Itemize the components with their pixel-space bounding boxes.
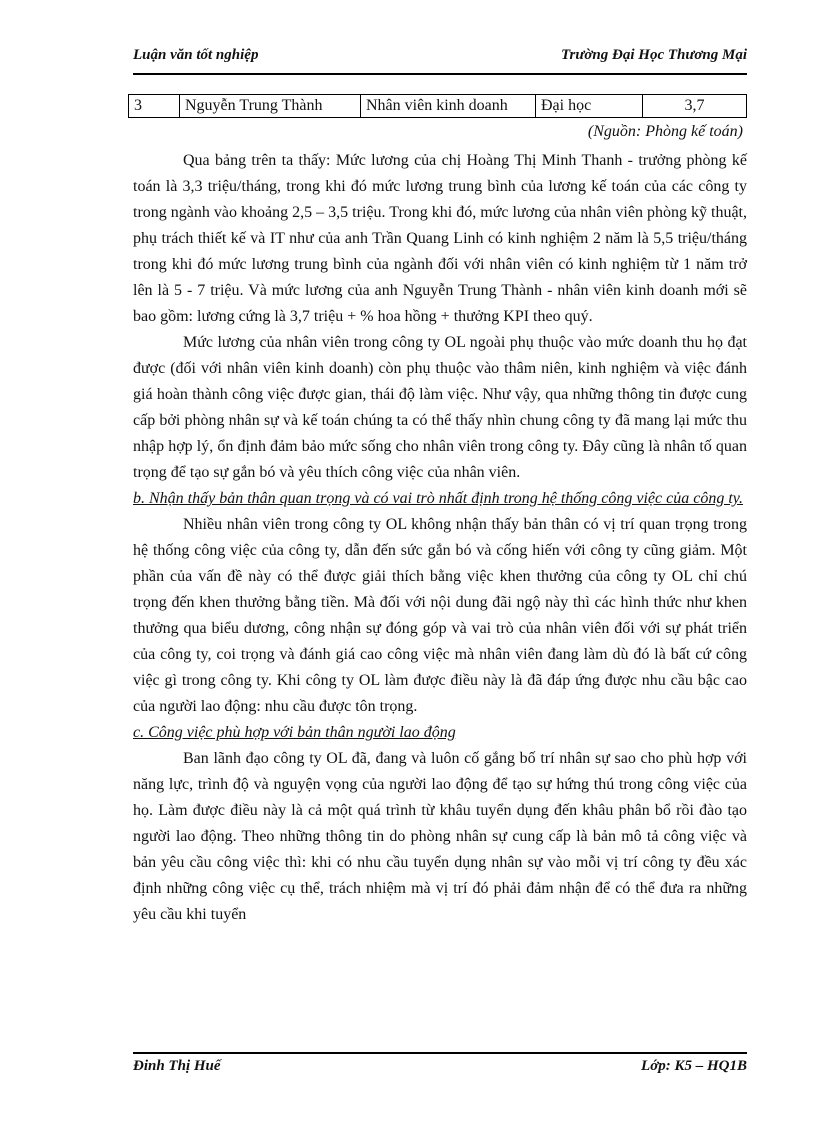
- cell-position: Nhân viên kinh doanh: [361, 95, 536, 118]
- page-footer: [133, 1052, 747, 1075]
- cell-index: 3: [129, 95, 180, 118]
- header-university: Trường Đại Học Thương Mại: [560, 47, 747, 63]
- paragraph-salary-factors: Mức lương của nhân viên trong công ty OL ngoài phụ thuộc vào mức doanh thu họ đạt được (đối với nhân viên kinh doanh) còn phụ thuộc vào thâm niên, kinh nghiệm và việc đánh giá hoàn thành công việc được gian, thái độ làm việc. Như vậy, qua những thông tin được cung cấp bởi phòng nhân sự và kế toán chúng ta có thể thấy nhìn chung công ty đã mang lại mức thu nhập hợp lý, ổn định đảm bảo mức sống cho nhân viên trong công ty. Đây cũng là nhân tố quan trọng để tạo sự gắn bó và yêu thích công việc của nhân viên.: [133, 334, 747, 481]
- section-heading-b: b. Nhận thấy bản thân quan trọng và có vai trò nhất định trong hệ thống công việc của công ty.: [133, 490, 743, 507]
- footer-author: Đinh Thị Huế: [133, 1058, 221, 1074]
- cell-salary: 3,7: [643, 95, 747, 118]
- paragraph-salary-analysis: Qua bảng trên ta thấy: Mức lương của chị Hoàng Thị Minh Thanh - trưởng phòng kế toán là 3,3 triệu/tháng, trong khi đó mức lương trung bình của lương kế toán của các công ty trong ngành vào khoảng 2,5 – 3,5 triệu. Trong khi đó, mức lương của nhân viên phòng kỹ thuật, phụ trách thiết kế và IT như của anh Trần Quang Linh có kinh nghiệm 2 năm là 5,5 triệu/tháng trong khi đó mức lương trung bình của ngành đối với nhân viên có kinh nghiệm từ 1 năm trở lên là 5 - 7 triệu. Và mức lương của anh Nguyễn Trung Thành - nhân viên kinh doanh mới sẽ bao gồm: lương cứng là 3,7 triệu + % hoa hồng + thưởng KPI theo quý.: [133, 152, 747, 325]
- table-source-note: (Nguồn: Phòng kế toán): [587, 123, 743, 140]
- paragraph-b: Nhiều nhân viên trong công ty OL không nhận thấy bản thân có vị trí quan trọng trong hệ thống công việc của công ty, dẫn đến sức gắn bó và cống hiến với công ty cũng giảm. Một phần của vấn đề này có thể được giải thích bằng việc khen thưởng của công ty OL chỉ chú trọng đến khen thưởng bằng tiền. Mà đối với nội dung đãi ngộ này thì các hình thức như khen thưởng qua biểu dương, công nhận sự đóng góp và vai trò của nhân viên đối với sự phát triển của công ty, coi trọng và đánh giá cao công việc mà nhân viên đang làm dù đó là bất cứ công việc gì trong công ty. Khi công ty OL làm được điều này là đã đáp ứng được nhu cầu bậc cao của người lao động: nhu cầu được tôn trọng.: [133, 516, 747, 715]
- header-thesis-label: Luận văn tốt nghiệp: [133, 47, 259, 63]
- footer-class: Lớp: K5 – HQ1B: [641, 1058, 747, 1074]
- document-body: [133, 148, 747, 928]
- paragraph-c: Ban lãnh đạo công ty OL đã, đang và luôn cố gắng bố trí nhân sự sao cho phù hợp với năng lực, trình độ và nguyện vọng của người lao động để tạo sự hứng thú trong công việc của họ. Làm được điều này là cả một quá trình từ khâu tuyển dụng đến khâu phân bổ rồi đào tạo người lao động. Theo những thông tin do phòng nhân sự cung cấp là bản mô tả công việc và bản yêu cầu công việc thì: khi có nhu cầu tuyển dụng nhân sự vào mỗi vị trí công ty đều xác định những công việc cụ thể, trách nhiệm mà vị trí đó phải đảm nhận để có thể đưa ra những yêu cầu khi tuyển: [133, 750, 747, 923]
- salary-table-row: [128, 94, 747, 118]
- cell-name: Nguyễn Trung Thành: [180, 95, 361, 118]
- page-header: [133, 47, 747, 75]
- cell-education: Đại học: [536, 95, 643, 118]
- section-heading-c: c. Công việc phù hợp với bản thân người lao động: [133, 724, 456, 741]
